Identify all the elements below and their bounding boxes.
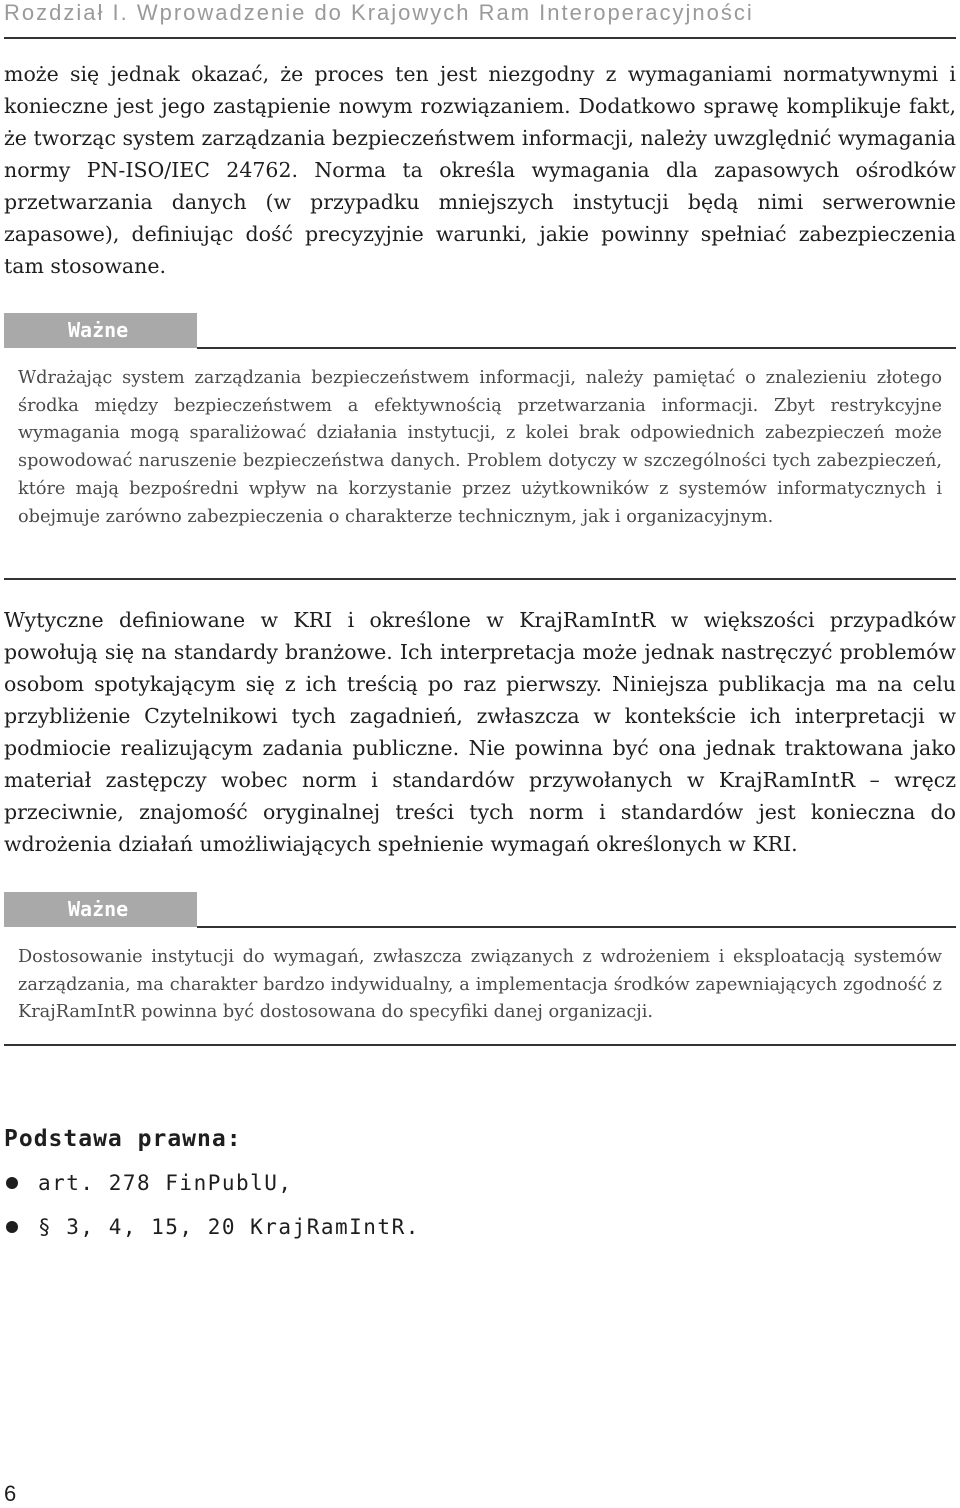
important-label: Ważne: [4, 313, 197, 348]
important-box-2-text: Dostosowanie instytucji do wymagań, zwłaszcza związanych z wdrożeniem i eksploatacją systemów zarządzania, ma charakter bardzo indywidualny, a implementacja środków zapewniających zgodność z KrajRamIntR powinna być dostosowana do specyfiki danej organizacji.: [18, 947, 942, 1023]
important-box-2-header: [4, 892, 956, 928]
legal-basis-item: [4, 1207, 420, 1251]
important-box-1-header: [4, 313, 956, 349]
body-paragraph-1: może się jednak okazać, że proces ten jest niezgodny z wymaganiami normatywnymi i konieczne jest jego zastąpienie nowym rozwiązaniem. Dodatkowo sprawę komplikuje fakt, że tworząc system zarządzania bezpieczeństwem informacji, należy uwzględnić wymagania normy PN-ISO/IEC 24762. Norma ta określa wymagania dla zapasowych ośrodków przetwarzania danych (w przypadku mniejszych instytucji będą nimi serwerownie zapasowe), definiując dość precyzyjnie warunki, jakie powinny spełniać zabezpieczenia tam stosowane.: [4, 62, 956, 278]
header-divider: [4, 37, 956, 39]
important-box-1-bottom-rule: [4, 578, 956, 580]
legal-basis-item-text: art. 278 FinPublU,: [38, 1171, 293, 1195]
legal-basis-item: [4, 1163, 420, 1207]
running-head: Rozdział I. Wprowadzenie do Krajowych Ram Interoperacyjności: [4, 0, 754, 25]
legal-basis-title: Podstawa prawna:: [4, 1126, 242, 1152]
important-box-top-rule: [197, 347, 956, 349]
important-box-2-bottom-rule: [4, 1044, 956, 1046]
legal-basis-item-text: § 3, 4, 15, 20 KrajRamIntR.: [38, 1215, 420, 1239]
important-box-top-rule: [197, 926, 956, 928]
important-label: Ważne: [4, 892, 197, 927]
bullet-icon: [6, 1221, 18, 1233]
body-paragraph-2: Wytyczne definiowane w KRI i określone w KrajRamIntR w większości przypadków powołują się na standardy branżowe. Ich interpretacja może jednak nastręczyć problemów osobom spotykającym się z ich treścią po raz pierwszy. Niniejsza publikacja ma na celu przybliżenie Czytelnikowi tych zagadnień, zwłaszcza w kontekście ich interpretacji w podmiocie realizującym zadania publiczne. Nie powinna być ona jednak traktowana jako materiał zastępczy wobec norm i standardów przywołanych w KrajRamIntR – wręcz przeciwnie, znajomość oryginalnej treści tych norm i standardów jest konieczna do wdrożenia działań umożliwiających spełnienie wymagań określonych w KRI.: [4, 608, 956, 856]
legal-basis-list: [4, 1163, 420, 1251]
bullet-icon: [6, 1177, 18, 1189]
page-number: 6: [4, 1481, 17, 1506]
important-box-1-text: Wdrażając system zarządzania bezpieczeństwem informacji, należy pamiętać o znalezieniu złotego środka między bezpieczeństwem a efektywnością przetwarzania informacji. Zbyt restrykcyjne wymagania mogą sparaliżować działania instytucji, z kolei brak odpowiednich zabezpieczeń może spowodować naruszenie bezpieczeństwa danych. Problem dotyczy w szczególności tych zabezpieczeń, które mają bezpośredni wpływ na korzystanie przez użytkowników z systemów informatycznych i obejmuje zarówno zabezpieczenia o charakterze technicznym, jak i organizacyjnym.: [18, 368, 942, 527]
